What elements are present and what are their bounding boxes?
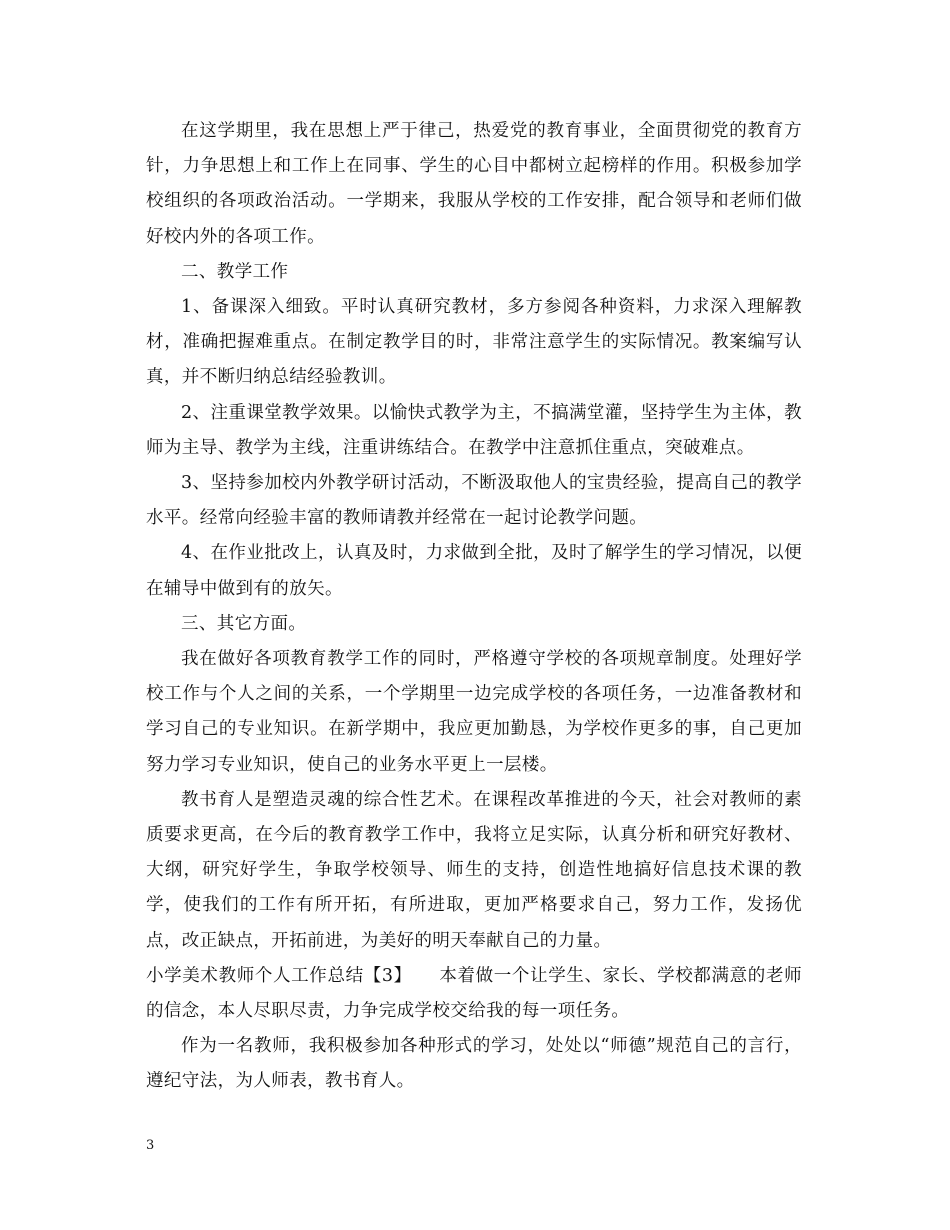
- paragraph-educating-people: 教书育人是塑造灵魂的综合性艺术。在课程改革推进的今天，社会对教师的素质要求更高，在今后的教育教学工作中，我将立足实际，认真分析和研究好教材、大纲，研究好学生，争取学校领导、师生的支持，创造性地搞好信息技术课的教学，使我们的工作有所开拓，有所进取，更加严格要求自己，努力工作，发扬优点，改正缺点，开拓前进，为美好的明天奉献自己的力量。: [146, 789, 802, 951]
- document-body: [146, 114, 802, 1100]
- paragraph-classroom-effect: 2、注重课堂教学效果。以愉快式教学为主，不搞满堂灌，坚持学生为主体，教师为主导、教学为主线，注重讲练结合。在教学中注意抓住重点，突破难点。: [146, 402, 802, 458]
- paragraph-homework-correction: 4、在作业批改上，认真及时，力求做到全批，及时了解学生的学习情况，以便在辅导中做到有的放矢。: [146, 543, 802, 599]
- paragraph-rules-and-study: 我在做好各项教育教学工作的同时，严格遵守学校的各项规章制度。处理好学校工作与个人之间的关系，一个学期里一边完成学校的各项任务，一边准备教材和学习自己的专业知识。在新学期中，我应更加勤恳，为学校作更多的事，自己更加努力学习专业知识，使自己的业务水平更上一层楼。: [146, 649, 802, 775]
- paragraph-lesson-preparation: 1、备课深入细致。平时认真研究教材，多方参阅各种资料，力求深入理解教材，准确把握难重点。在制定教学目的时，非常注意学生的实际情况。教案编写认真，并不断归纳总结经验教训。: [146, 297, 802, 388]
- page-number: 3: [146, 1138, 155, 1153]
- paragraph-summary-title: 小学美术教师个人工作总结【3】 本着做一个让学生、家长、学校都满意的老师的信念，本人尽职尽责，力争完成学校交给我的每一项任务。: [146, 965, 802, 1022]
- heading-teaching-work: 二、教学工作: [181, 261, 289, 282]
- paragraph-teaching-research: 3、坚持参加校内外教学研讨活动，不断汲取他人的宝贵经验，提高自己的教学水平。经常向经验丰富的教师请教并经常在一起讨论教学问题。: [146, 473, 802, 529]
- paragraph-teacher-ethics: 作为一名教师，我积极参加各种形式的学习，处处以“师德”规范自己的言行，遵纪守法，为人师表，教书育人。: [146, 1036, 802, 1092]
- heading-other-aspects: 三、其它方面。: [181, 613, 307, 634]
- paragraph-political-thought: 在这学期里，我在思想上严于律己，热爱党的教育事业，全面贯彻党的教育方针，力争思想上和工作上在同事、学生的心目中都树立起榜样的作用。积极参加学校组织的各项政治活动。一学期来，我服从学校的工作安排，配合领导和老师们做好校内外的各项工作。: [146, 121, 802, 247]
